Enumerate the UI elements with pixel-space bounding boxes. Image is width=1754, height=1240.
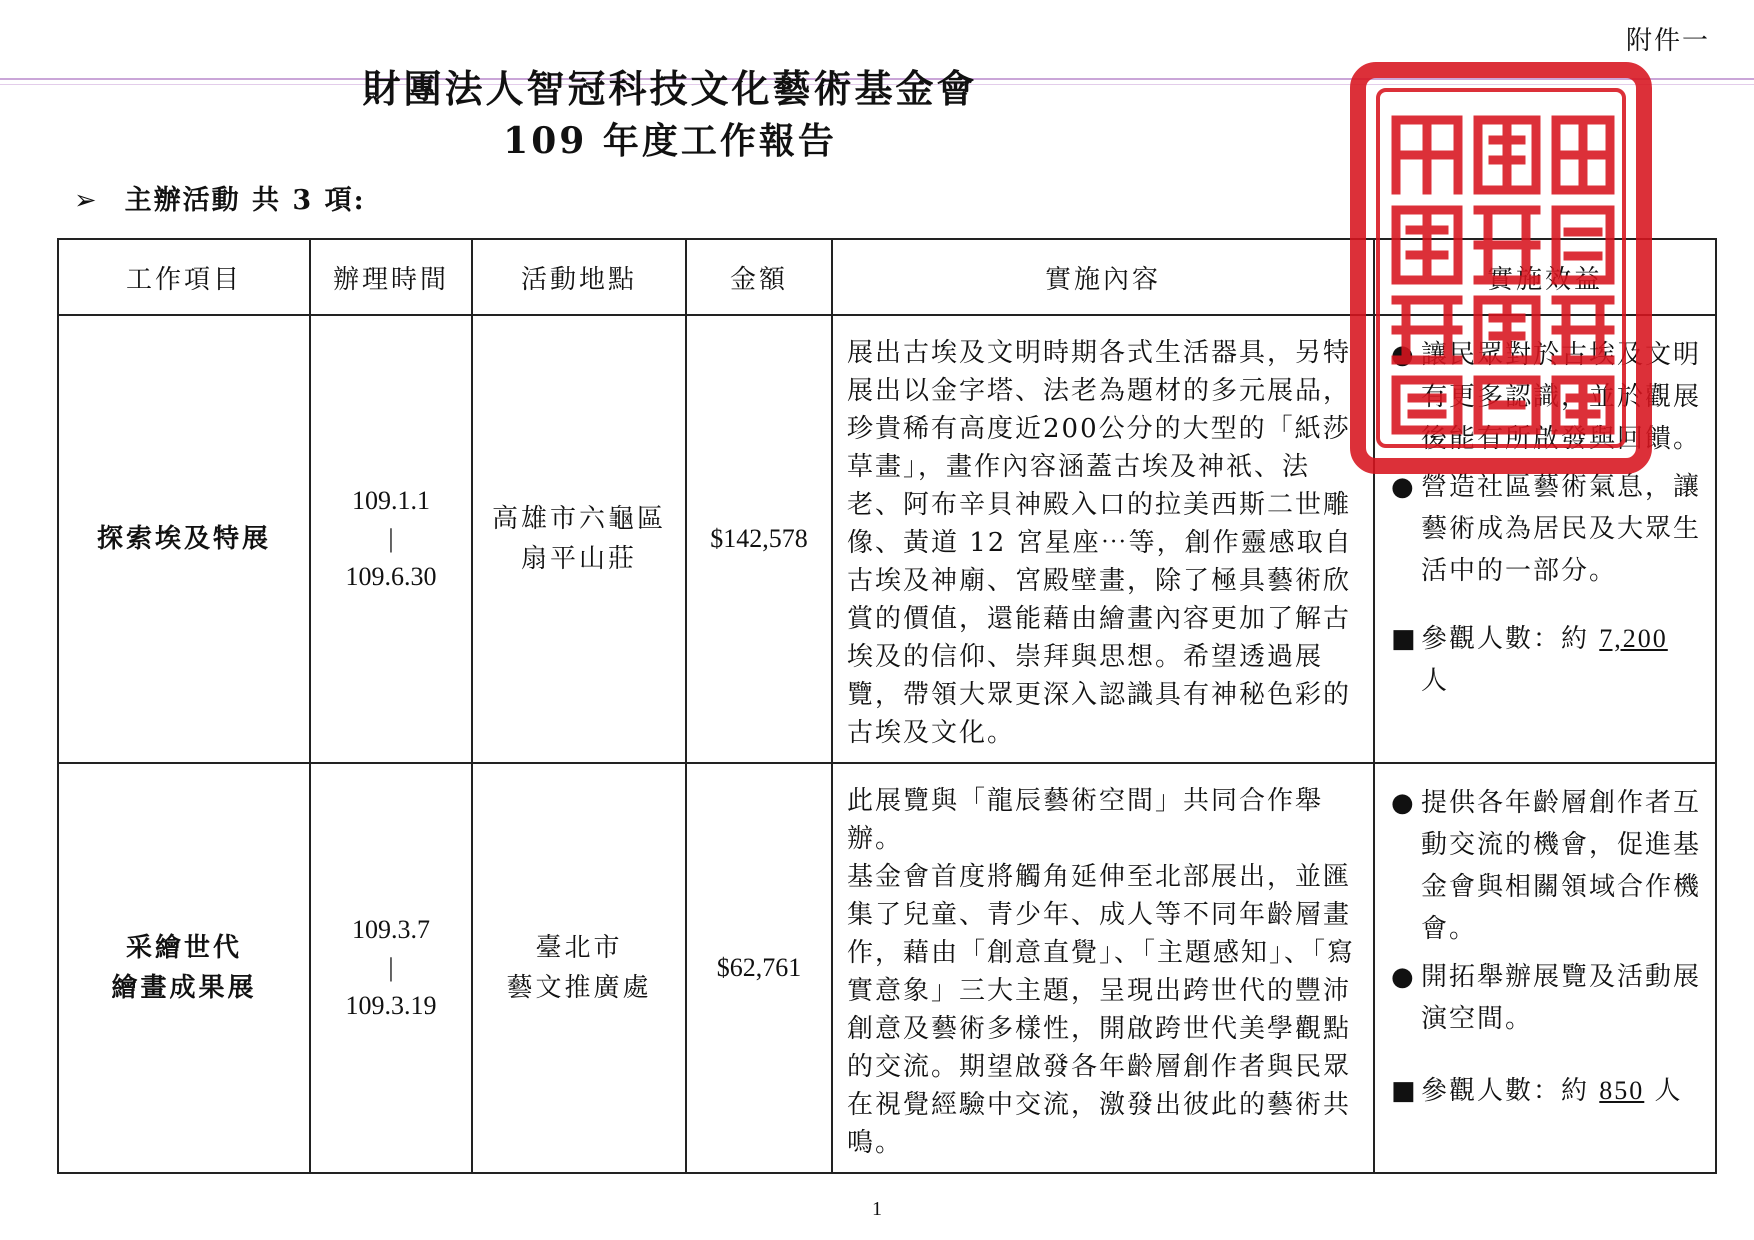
- document-title: 財團法人智冠科技文化藝術基金會: [362, 66, 978, 111]
- header-location: 活動地點: [472, 239, 686, 315]
- date-cell: [310, 315, 472, 763]
- content-paragraph: 此展覽與「龍辰藝術空間」共同合作舉辦。: [847, 786, 1324, 854]
- content-paragraph: 展出古埃及文明時期各式生活器具，另特展出以金字塔、法老為題材的多元展品，珍貴稀有高度近200公分的大型的「紙莎草畫」，畫作內容涵蓋古埃及神祇、法老、阿布辛貝神殿入口的拉美西斯二世雕像、黃道 12 宮星座⋯等，創作靈感取自古埃及神廟、宮殿壁畫，除了極具藝術欣賞的價值，還能藉由繪畫內容更加了解古埃及的信仰、崇拜與思想。希望透過展覽，帶領大眾更深入認識具有神秘色彩的古埃及文化。: [847, 338, 1353, 748]
- date-start: 109.3.7: [352, 915, 430, 944]
- bullet-dot-icon: ●: [1391, 472, 1416, 502]
- location-line: 扇平山莊: [520, 544, 637, 574]
- effect-text: 讓民眾對於古埃及文明有更多認識，並於觀展後能有所啟發與回饋。: [1421, 340, 1702, 454]
- bullet-dot-icon: ●: [1391, 962, 1416, 992]
- document-subtitle: 109 年度工作報告: [503, 120, 837, 162]
- date-end: 109.6.30: [345, 562, 437, 591]
- work-item-line: 采繪世代: [125, 933, 242, 963]
- attachment-label: 附件一: [1625, 26, 1710, 56]
- section-heading-text: 主辦活動 共 3 項:: [124, 185, 366, 216]
- visitor-label: 參觀人數：約: [1421, 1076, 1590, 1106]
- content-cell: [832, 763, 1374, 1173]
- table-row: [58, 315, 1716, 763]
- bullet-dot-icon: ●: [1391, 340, 1416, 370]
- effect-text: 營造社區藝術氣息，讓藝術成為居民及大眾生活中的一部分。: [1421, 472, 1702, 586]
- arrow-bullet-icon: ➢: [74, 185, 99, 216]
- work-item-line: 繪畫成果展: [111, 973, 257, 1003]
- location-cell: [472, 315, 686, 763]
- location-line: 臺北市: [535, 933, 623, 963]
- date-start: 109.1.1: [352, 486, 430, 515]
- effect-text: 開拓舉辦展覽及活動展演空間。: [1421, 962, 1702, 1034]
- date-cell: [310, 763, 472, 1173]
- content-paragraph: 基金會首度將觸角延伸至北部展出，並匯集了兒童、青少年、成人等不同年齡層畫作，藉由「創意直覺」、「主題感知」、「寫實意象」三大主題，呈現出跨世代的豐沛創意及藝術多樣性，開啟跨世代美學觀點的交流。期望啟發各年齡層創作者與民眾在視覺經驗中交流，激發出彼此的藝術共鳴。: [847, 862, 1356, 1158]
- content-cell: [832, 315, 1374, 763]
- visitor-count: [1391, 1070, 1701, 1112]
- square-bullet-icon: ■: [1391, 624, 1418, 654]
- header-content: 實施內容: [832, 239, 1374, 315]
- activity-table: [57, 238, 1717, 1174]
- location-line: 藝文推廣處: [506, 973, 652, 1003]
- header-amount: 金額: [686, 239, 832, 315]
- effect-item: [1391, 956, 1701, 1040]
- amount-cell: $62,761: [686, 763, 832, 1173]
- visitor-unit: 人: [1654, 1076, 1683, 1106]
- effect-item: [1391, 334, 1701, 460]
- work-item-cell: [58, 315, 310, 763]
- section-heading: [74, 178, 366, 217]
- table-header-row: [58, 239, 1716, 315]
- effect-text: 提供各年齡層創作者互動交流的機會，促進基金會與相關領域合作機會。: [1421, 788, 1702, 944]
- amount-cell: $142,578: [686, 315, 832, 763]
- visitor-number: 850: [1599, 1076, 1645, 1105]
- bullet-dot-icon: ●: [1391, 788, 1416, 818]
- visitor-label: 參觀人數：約: [1421, 624, 1590, 654]
- work-item-cell: [58, 763, 310, 1173]
- visitor-number: 7,200: [1599, 624, 1668, 653]
- visitor-unit: 人: [1421, 666, 1450, 696]
- header-work-item: 工作項目: [58, 239, 310, 315]
- square-bullet-icon: ■: [1391, 1076, 1418, 1106]
- visitor-count: [1391, 618, 1701, 702]
- header-effect: 實施效益: [1374, 239, 1716, 315]
- effect-item: [1391, 466, 1701, 592]
- location-line: 高雄市六龜區: [491, 504, 666, 534]
- effect-cell: [1374, 763, 1716, 1173]
- effect-cell: [1374, 315, 1716, 763]
- date-end: 109.3.19: [345, 991, 437, 1020]
- header-date: 辦理時間: [310, 239, 472, 315]
- date-separator: |: [388, 953, 394, 982]
- location-cell: [472, 763, 686, 1173]
- work-item-line: 探索埃及特展: [96, 524, 271, 554]
- table-row: [58, 763, 1716, 1173]
- date-separator: |: [388, 524, 394, 553]
- page-number: 1: [872, 1198, 882, 1220]
- effect-item: [1391, 782, 1701, 950]
